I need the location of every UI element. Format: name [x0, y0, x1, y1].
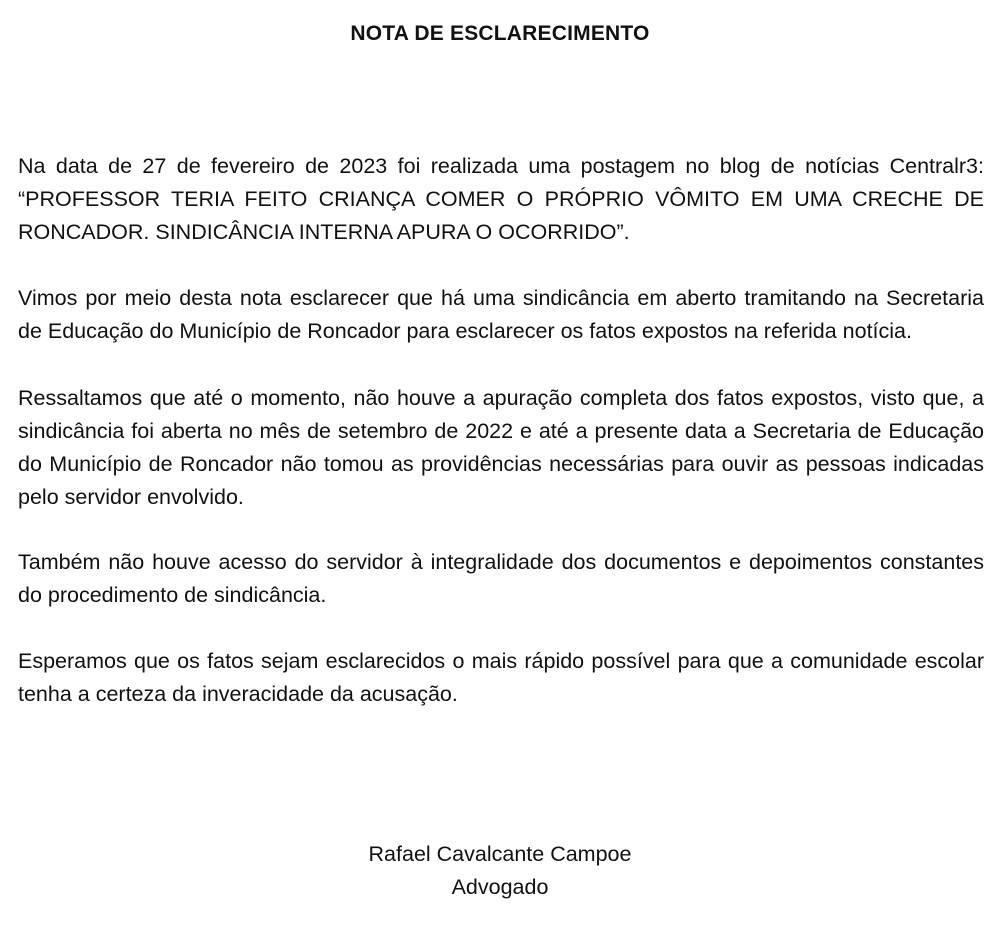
document-title: NOTA DE ESCLARECIMENTO — [350, 22, 650, 45]
paragraph-4: Também não houve acesso do servidor à integralidade dos documentos e depoimentos constantes do procedimento de sindicância. — [18, 550, 984, 607]
paragraph-5: Esperamos que os fatos sejam esclarecidos o mais rápido possível para que a comunidade escolar tenha a certeza da inveracidade da acusação. — [18, 649, 984, 706]
paragraph-1: Na data de 27 de fevereiro de 2023 foi realizada uma postagem no blog de notícias Centralr3: “PROFESSOR TERIA FEITO CRIANÇA COMER O PRÓPRIO VÔMITO EM UMA CRECHE DE RONCADOR. SINDICÂNCIA INTERNA APURA O OCORRIDO”. — [18, 154, 984, 244]
paragraph-3: Ressaltamos que até o momento, não houve a apuração completa dos fatos expostos, visto que, a sindicância foi aberta no mês de setembro de 2022 e até a presente data a Secretaria de Educação do Município de Roncador não tomou as providências necessárias para ouvir as pessoas indicadas pelo servidor envolvido. — [18, 386, 984, 509]
signature-block — [0, 838, 1000, 904]
paragraph-2: Vimos por meio desta nota esclarecer que há uma sindicância em aberto tramitando na Secretaria de Educação do Município de Roncador para esclarecer os fatos expostos na referida notícia. — [18, 286, 984, 343]
signature-name: Rafael Cavalcante Campoe — [368, 842, 632, 866]
document-body — [18, 150, 984, 744]
signature-role: Advogado — [451, 875, 549, 899]
